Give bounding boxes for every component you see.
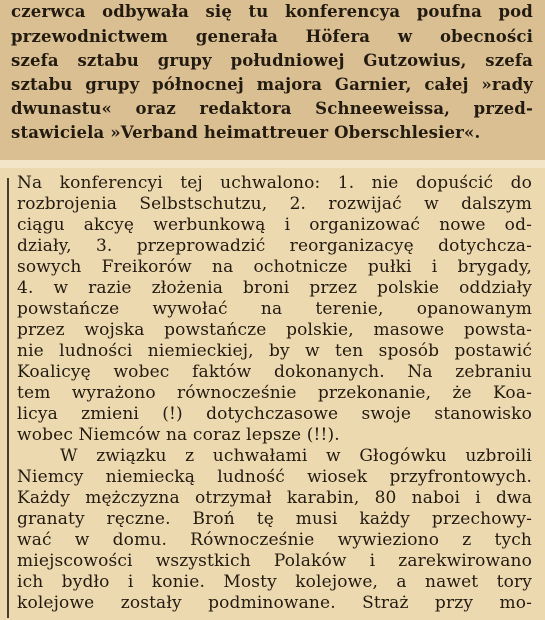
top-line: czerwca odbywała się tu konferencya poufna pod	[11, 2, 533, 21]
paragraph-line: Każdy mężczyzna otrzymał karabin, 80 naboi i dwa	[17, 488, 532, 508]
bottom-newspaper-clipping	[0, 168, 545, 620]
paragraph-line: kolejowe zostały podminowane. Straż przy mo-	[17, 593, 532, 613]
paragraph-line: nie ludności niemieckiej, by w ten sposób postawić	[17, 341, 532, 361]
top-line: stawiciela »Verband heimattreuer Oberschlesier«.	[11, 123, 481, 142]
paragraph-line: sowych Freikorów na ochotnicze pułki i brygady,	[17, 257, 532, 277]
column-rule	[7, 178, 9, 618]
paragraph-line: Koalicyę wobec faktów dokonanych. Na zebraniu	[17, 362, 532, 382]
paragraph-line: Na konferencyi tej uchwalono: 1. nie dopuścić do	[17, 173, 532, 193]
paragraph-line: tem wyrażono równocześnie przekonanie, że Koa-	[17, 383, 532, 403]
clipping-gap	[0, 160, 545, 168]
top-line: przewodnictwem generała Höfera w obecności	[11, 27, 533, 46]
paragraph-line: miejscowości wszystkich Polaków i zarekwirowano	[17, 551, 532, 571]
top-line: sztabu grupy północnej majora Garnier, całej »rady	[11, 75, 533, 94]
paragraph-line: licya zmieni (!) dotychczasowe swoje stanowisko	[17, 404, 532, 424]
paragraph-line: granaty ręczne. Broń tę musi każdy przechowy-	[17, 509, 532, 529]
top-line: dwunastu« oraz redaktora Schneeweissa, przed-	[11, 99, 533, 118]
paragraph-line: wać w domu. Równocześnie wywieziono z tych	[17, 530, 532, 550]
paragraph-line: W związku z uchwałami w Głogówku uzbroili	[60, 446, 532, 466]
paragraph-line: powstańcze wywołać na terenie, opanowanym	[17, 299, 532, 319]
paragraph-line: wobec Niemców na coraz lepsze (!!).	[17, 425, 340, 445]
top-newspaper-clipping	[0, 0, 545, 160]
paragraph-line: ciągu akcyę werbunkową i organizować nowe od-	[17, 215, 532, 235]
paragraph-line: działy, 3. przeprowadzić reorganizacyę dotychcza-	[17, 236, 532, 256]
top-line: szefa sztabu grupy południowej Gutzowius, szefa	[11, 51, 533, 70]
paragraph-line: rozbrojenia Selbstschutzu, 2. rozwijać w dalszym	[17, 194, 532, 214]
paragraph-line: przez wojska powstańcze polskie, masowe powsta-	[17, 320, 532, 340]
paragraph-line: Niemcy niemiecką ludność wiosek przyfrontowych.	[17, 467, 532, 487]
paragraph-line: ich bydło i konie. Mosty kolejowe, a nawet tory	[17, 572, 532, 592]
paragraph-line: 4. w razie złożenia broni przez polskie oddziały	[17, 278, 532, 298]
